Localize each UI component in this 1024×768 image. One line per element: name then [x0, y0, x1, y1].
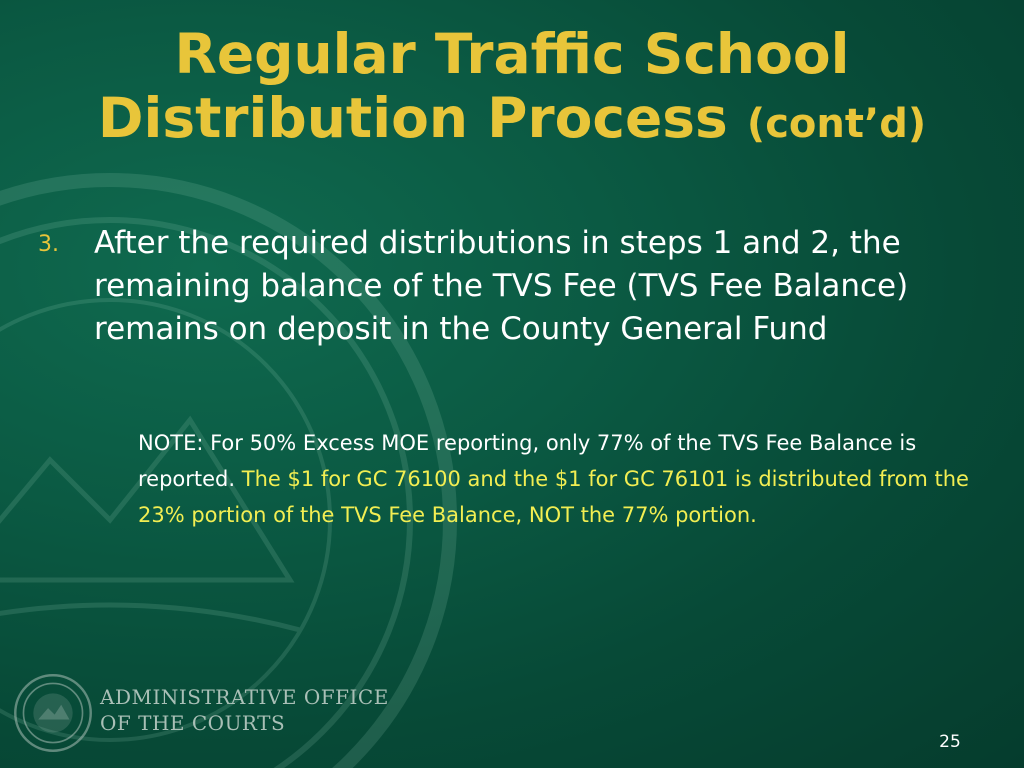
note-plain-text: NOTE: For 50% Excess MOE reporting, only 77% of the TVS Fee Balance is reported.: [138, 431, 917, 491]
slide-title: [0, 22, 1024, 156]
page-number: 25: [939, 732, 961, 752]
note-paragraph: [138, 425, 998, 533]
slide-title-line2: [0, 86, 1024, 156]
slide-title-suffix: (cont’d): [746, 101, 927, 147]
slide-title-main: Distribution Process: [97, 86, 728, 150]
slide-title-line1: Regular Traffic School: [174, 22, 850, 86]
footer-org-line2: OF THE COURTS: [100, 711, 286, 735]
bullet-text: After the required distributions in steps 1 and 2, the remaining balance of the TVS Fee (TVS Fee Balance) remains on deposit in the County General Fund: [94, 225, 909, 347]
bullet-number: 3.: [38, 232, 59, 257]
footer-organization: [100, 684, 389, 736]
judicial-council-seal-icon: [12, 672, 94, 754]
footer-org-line1: ADMINISTRATIVE OFFICE: [100, 685, 389, 709]
note-highlight-text: The $1 for GC 76100 and the $1 for GC 76101 is distributed from the 23% portion of the TVS Fee Balance, NOT the 77% portion.: [138, 467, 969, 527]
